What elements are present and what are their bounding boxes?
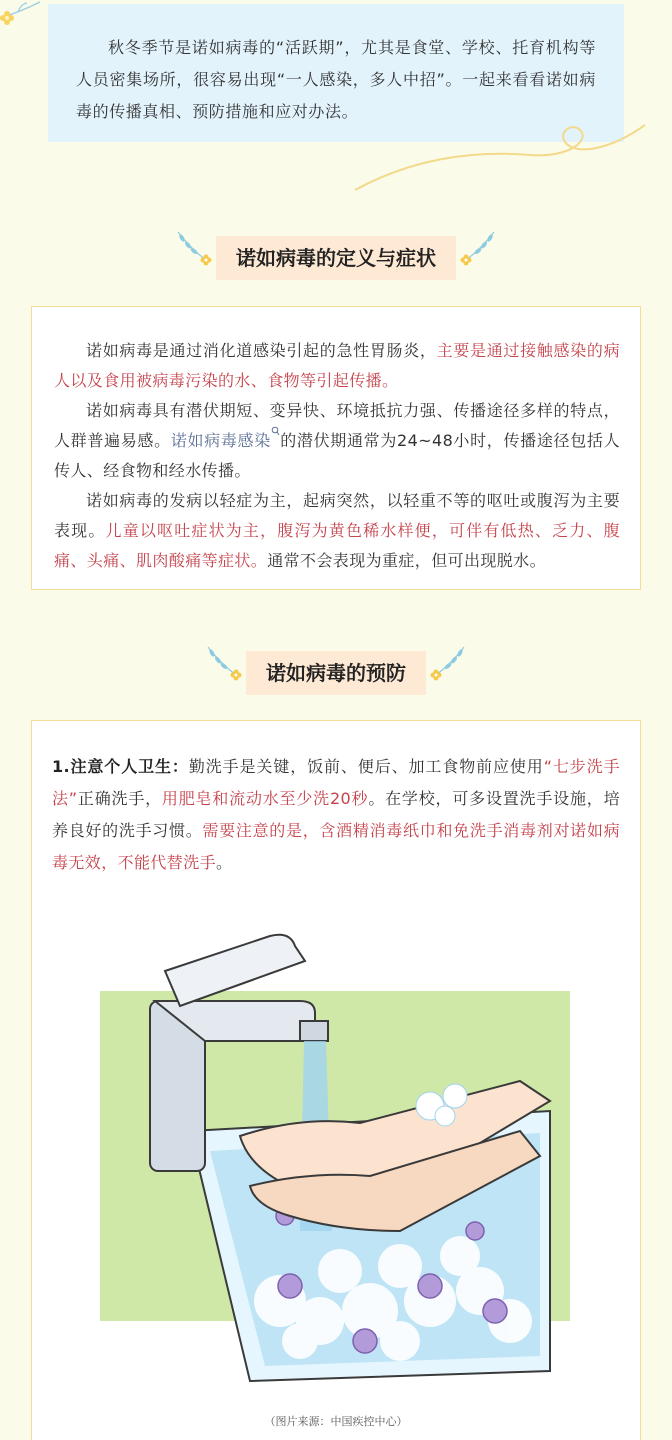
item-label: 1.注意个人卫生：	[52, 757, 189, 776]
leaf-sprig-icon	[172, 228, 220, 272]
paragraph: 诺如病毒是通过消化道感染引起的急性胃肠炎，主要是通过接触感染的病人以及食用被病毒污染的水、食物等引起传播。	[54, 341, 620, 390]
intro-text: 秋冬季节是诺如病毒的“活跃期”，尤其是食堂、学校、托育机构等人员密集场所，很容易出现“一人感染，多人中招”。一起来看看诺如病毒的传播真相、预防措施和应对办法。	[76, 38, 596, 121]
leaf-sprig-icon	[452, 228, 500, 272]
leaf-sprig-icon	[202, 643, 250, 687]
highlight-text: 儿童以呕吐症状为主，腹泻为黄色稀水样便，可伴有低热、乏力、腹痛、头痛、肌肉酸痛等症状。	[54, 521, 620, 570]
search-link[interactable]: 诺如病毒感染	[171, 431, 280, 450]
flower-icon	[0, 11, 14, 25]
swirl-decoration	[350, 120, 650, 200]
section2-title: 诺如病毒的预防	[246, 651, 426, 695]
paragraph: 诺如病毒具有潜伏期短、变异快、环境抵抗力强、传播途径多样的特点，人群普遍易感。诺如病毒感染 的潜伏期通常为24~48小时，传播途径包括人传人、经食物和经水传播。	[54, 401, 620, 480]
section2-heading	[0, 651, 672, 711]
search-icon	[271, 426, 280, 437]
section1-title: 诺如病毒的定义与症状	[216, 236, 456, 280]
highlight-text: 主要是通过接触感染的病人以及食用被病毒污染的水、食物等引起传播。	[54, 341, 620, 390]
section1-heading	[0, 236, 672, 296]
paragraph: 诺如病毒的发病以轻症为主，起病突然，以轻重不等的呕吐或腹泻为主要表现。儿童以呕吐症状为主，腹泻为黄色稀水样便，可伴有低热、乏力、腹痛、头痛、肌肉酸痛等症状。通常不会表现为重症，但可出现脱水。	[54, 491, 620, 570]
prevention-item: 1.注意个人卫生：勤洗手是关键，饭前、便后、加工食物前应使用“七步洗手法”正确洗手，用肥皂和流动水至少洗20秒。在学校，可多设置洗手设施，培养良好的洗手习惯。需要注意的是，含酒精消毒纸巾和免洗手消毒剂对诺如病毒无效，不能代替洗手。	[52, 757, 620, 872]
leaf-sprig-icon	[422, 643, 470, 687]
image-caption: （图片来源：中国疾控中心）	[264, 1415, 408, 1428]
prevention-card	[31, 720, 641, 1440]
definition-card	[31, 306, 641, 590]
handwashing-illustration	[100, 901, 570, 1411]
